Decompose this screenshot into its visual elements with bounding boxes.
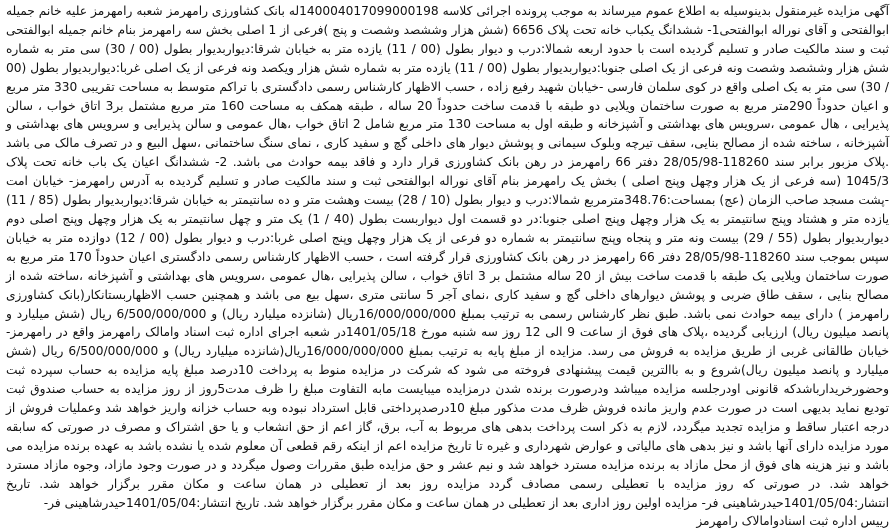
- notice-signature: رییس اداره ثبت اسنادوامالاک رامهرمز: [696, 514, 889, 529]
- notice-body: آگهی مزایده غیرمنقول بدینوسیله به اطلاع عموم میرساند به موجب پرونده اجرائی کلاسه 140004017099000198له بانک کشاورزی رامهرمز شعبه رامهرمز علیه خانم جمیله ابوالفتحی و آقای نوراله ابوالفتحی1- ششدانگ یکباب خانه تحت پلاک 6656 (شش هزار وششصد وشصت و پنج )فرعی از 1 اصلی بخش سه رامهرمز بنام خانم جمیله ابوالفتحی ثبت و سند مالکیت صادر و تسلیم گردیده است با حدود اربعه شمالا:درب و دیوار بطول (00 / 11) یازده متر به خیابان شرقا:دیواربدیوار بطول (00 / 30) سی متر به شماره شش هزار وششصد وشصت ونه فرعی از یک اصلی جنوبا:دیواربدیوار بطول (00 / 11) یازده متر به شماره شش هزار ویکصد ونه فرعی از یک اصلی غربا:دیواربدیوار بطول (00 / 30) سی متر به یک اصلی واقع در کوی سلمان فارسی -خیابان شهید رفیع زاده ، حسب الاظهار کارشناس رسمی دادگستری با تراکم متوسط به مساحت تقریبی 330 متر مربع و اعیان حدوداً 290متر مربع به صورت ساختمان ویلایی دو طبقه با قدمت ساخت حدوداً 20 ساله ، طبقه همکف به مساحت 160 متر مربع مشتمل بر3 اتاق خواب ، سالن پذیرایی ، هال عمومی ،سرویس های بهداشتی و آشپزخانه و طبقه اول به مساحت 130 متر مربع شامل 2 اتاق خواب ،هال عمومی و سالن پذیرایی و سرویس های بهداشتی و آشپزخانه ، ساخته شده از مصالح بنایی، سقف تیرچه وبلوک سیمانی و پوشش دیوار های داخلی گچ و سفید کاری ، نمای سنگ ساختمانی ،سهل البیع و در تصرف مالک می باشد .پلاک مزبور برابر سند 118260-28/05/98 دفتر 66 رامهرمز در رهن بانک کشاورزی قرار دارد و فاقد بیمه حوادث می باشد. 2- ششدانگ اعیان یک باب خانه تحت پلاک 1045/3 (سه فرعی از یک هزار وچهل وپنج اصلی ) بخش یک رامهرمز بنام آقای نوراله ابوالفتحی ثبت و سند مالکیت صادر و تسلیم گردیده به آدرس رامهرمز- خیابان امت -پشت مسجد صاحب الزمان (عج) بمساحت:348.76مترمربع شمالا:درب و دیوار بطول (10 / 28) بیست وهشت متر و ده سانتیمتر به خیابان شرقا:دیواربدیوار بطول (85 / 11) یازده متر و هشتاد وپنج سانتیمتر به یک هزار وچهل وپنج اصلی جنوبا:در دو قسمت اول دیواربست بطول (40 / 1) یک متر و چهل سانتیمتر به یک هزار وچهل وپنج اصلی دوم دیواربدیوار بطول (55 / 29) بیست ونه متر و پنجاه وپنج سانتیمتر به شماره دو فرعی از یک هزار وچهل وپنج اصلی غربا:درب و دیوار بطول (00 / 12) دوازده متر به خیابان سپس بموجب سند 118260-28/05/98 دفتر 66 رامهرمز در رهن بانک کشاورزی قرار گرفته است ، حسب الاظهار کارشناس رسمی دادگستری اعیان حدوداً 170 متر مربع به صورت ساختمان ویلایی یک طبقه با قدمت ساخت بیش از 20 ساله مشتمل بر 3 اتاق خواب ، سالن پذیرایی ،هال عمومی ،سرویس های بهداشتی و آشپزخانه ،ساخته شده از مصالح بنایی ، سقف طاق ضربی و پوشش دیوارهای داخلی گچ و سفید کاری ،نمای آجر 5 سانتی متری ،سهل بیع می باشد و همچنین حسب الاظهاربستانکار(بانک کشاورزی رامهرمز ) دارای بیمه حوادث نمی باشد. طبق نظر کارشناس رسمی به ترتیب بمبلغ 16/000/000/000ریال (شانزده میلیارد ریال) و 6/500/000/000 ریال (شش میلیارد و پانصد میلیون ریال) ارزیابی گردیده ،پلاک های فوق از ساعت 9 الی 12 روز سه شنبه مورخ 1401/05/18در شعبه اجرای اداره ثبت اسناد وامالک رامهرمز واقع در رامهرمز-خیابان طالقانی غربی از طریق مزایده به فروش می رسد. مزایده از مبلغ پایه به ترتیب بمبلغ 16/000/000/000ریال(شانزده میلیارد ریال) و 6/500/000/000 ریال (شش میلیارد و پانصد میلیون ریال)شروع و به باالترین قیمت پیشنهادی فروخته می شود که شرکت در مزایده منوط به پرداخت 10درصد مبلغ پایه مزایده به حساب سپرده ثبت وحضورخریدارباشدکه قانونی اودرجلسه مزایده میباشد ودرصورت برنده شدن درمزایده میبایست مابه التفاوت مبلغ را ظرف مدت5روز از روز مزایده به حساب صندوق ثبت تودیع نماید بدیهی است در صورت عدم واریز مانده فروش ظرف مدت مذکور مبلغ 10درصدپرداختی قابل استرداد نبوده وبه حساب خزانه واریز خواهد شد وعملیات فروش از درجه اعتبار ساقط و مزایده تجدید میگردد، لازم به ذکر است پرداخت بدهی های مربوط به آب، برق، گاز اعم از حق انشعاب و یا حق اشتراک و مصرف در صورتی که سابقه مورد مزایده دارای آنها باشد و نیز بدهی های مالیاتی و عوارض شهرداری و غیره تا تاریخ مزایده اعم از اینکه رقم قطعی آن معلوم شده یا نشده باشد به عهده برنده مزایده می باشد و نیز هزینه های فوق از محل مازاد به برنده مزایده مسترد خواهد شد و نیم عشر و حق مزایده طبق مقررات وصول میگردد و در صورت وجود مازاد، وجوه مازاد مسترد خواهد شد. در صورتی که روز مزایده با تعطیلی رسمی مصادف گردد مزایده روز بعد از تعطیلی در همان ساعت و مکان مقرر برگزار خواهد شد. تاریخ انتشار:1401/05/04حیدرشاهینی فر- مزایده اولین روز اداری بعد از تعطیلی در همان ساعت و مکان مقرر برگزار خواهد شد. تاریخ انتشار:1401/05/04حیدرشاهینی فر-: [6, 4, 890, 510]
